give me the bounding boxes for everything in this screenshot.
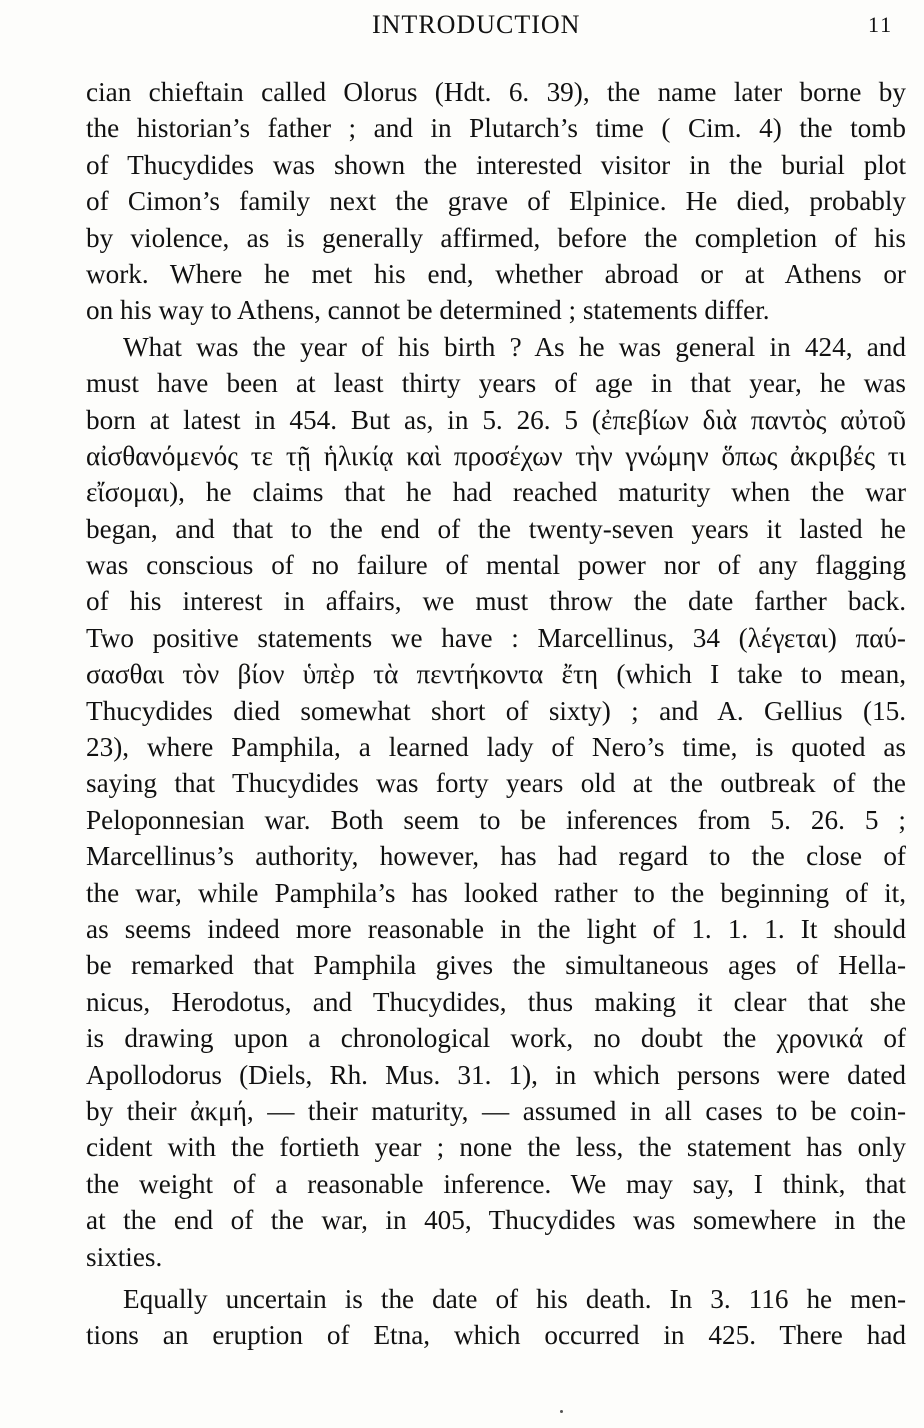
text-line: was conscious of no failure of mental power nor of any flagging [86, 550, 906, 581]
text-line: of Cimon’s family next the grave of Elpinice. He died, probably [86, 186, 906, 217]
text-line: Marcellinus’s authority, however, has had regard to the close of [86, 841, 906, 872]
text-line: nicus, Herodotus, and Thucydides, thus making it clear that she [86, 986, 906, 1017]
text-line: as seems indeed more reasonable in the light of 1. 1. 1. It should [86, 913, 906, 944]
text-line: εἴσομαι), he claims that he had reached maturity when the war [86, 477, 906, 508]
text-line: on his way to Athens, cannot be determined ; statements differ. [86, 295, 770, 326]
text-line: by their ἀκμή, — their maturity, — assumed in all cases to be coin- [86, 1095, 906, 1126]
text-line: Apollodorus (Diels, Rh. Mus. 31. 1), in which persons were dated [86, 1059, 906, 1090]
text-line: is drawing upon a chronological work, no doubt the χρονικά of [86, 1023, 906, 1054]
text-line: must have been at least thirty years of age in that year, he was [86, 368, 906, 399]
page-number: 11 [868, 12, 894, 37]
text-line: of Thucydides was shown the interested visitor in the burial plot [86, 149, 906, 180]
text-line: 23), where Pamphila, a learned lady of Nero’s time, is quoted as [86, 732, 906, 763]
text-line: began, and that to the end of the twenty-seven years it lasted he [86, 513, 906, 544]
text-line: born at latest in 454. But as, in 5. 26. 5 (ἐπεβίων διὰ παντὸς αὐτοῦ [86, 404, 906, 435]
paragraph-first-line: Equally uncertain is the date of his death. In 3. 116 he men- [123, 1283, 906, 1314]
running-title: INTRODUCTION [372, 10, 581, 39]
print-speck [560, 1410, 563, 1413]
text-line: be remarked that Pamphila gives the simultaneous ages of Hella- [86, 950, 906, 981]
text-line: the historian’s father ; and in Plutarch’s time ( Cim. 4) the tomb [86, 113, 906, 144]
text-line: αἰσθανόμενός τε τῇ ἡλικίᾳ καὶ προσέχων τὴν γνώμην ὅπως ἀκριβές τι [86, 440, 906, 471]
text-line: the war, while Pamphila’s has looked rather to the beginning of it, [86, 877, 906, 908]
text-line: tions an eruption of Etna, which occurred in 425. There had [86, 1320, 906, 1351]
text-line: sixties. [86, 1241, 163, 1272]
text-line: at the end of the war, in 405, Thucydides was somewhere in the [86, 1205, 906, 1236]
body-text [86, 74, 906, 1354]
text-line: σασθαι τὸν βίον ὑπὲρ τὰ πεντήκοντα ἔτη (which I take to mean, [86, 659, 906, 690]
text-line: work. Where he met his end, whether abroad or at Athens or [86, 258, 906, 289]
text-line: saying that Thucydides was forty years old at the outbreak of the [86, 768, 906, 799]
running-head [0, 8, 924, 42]
text-line: of his interest in affairs, we must throw the date farther back. [86, 586, 906, 617]
text-line: the weight of a reasonable inference. We may say, I think, that [86, 1168, 906, 1199]
text-line: Two positive statements we have : Marcellinus, 34 (λέγεται) παύ- [86, 622, 906, 653]
text-line: cident with the fortieth year ; none the less, the statement has only [86, 1132, 906, 1163]
text-line: cian chieftain called Olorus (Hdt. 6. 39), the name later borne by [86, 77, 906, 107]
text-line: Peloponnesian war. Both seem to be inferences from 5. 26. 5 ; [86, 804, 906, 835]
text-line: by violence, as is generally affirmed, before the completion of his [86, 222, 906, 253]
paragraph-first-line: What was the year of his birth ? As he was general in 424, and [123, 331, 906, 362]
text-line: Thucydides died somewhat short of sixty) ; and A. Gellius (15. [86, 695, 906, 726]
